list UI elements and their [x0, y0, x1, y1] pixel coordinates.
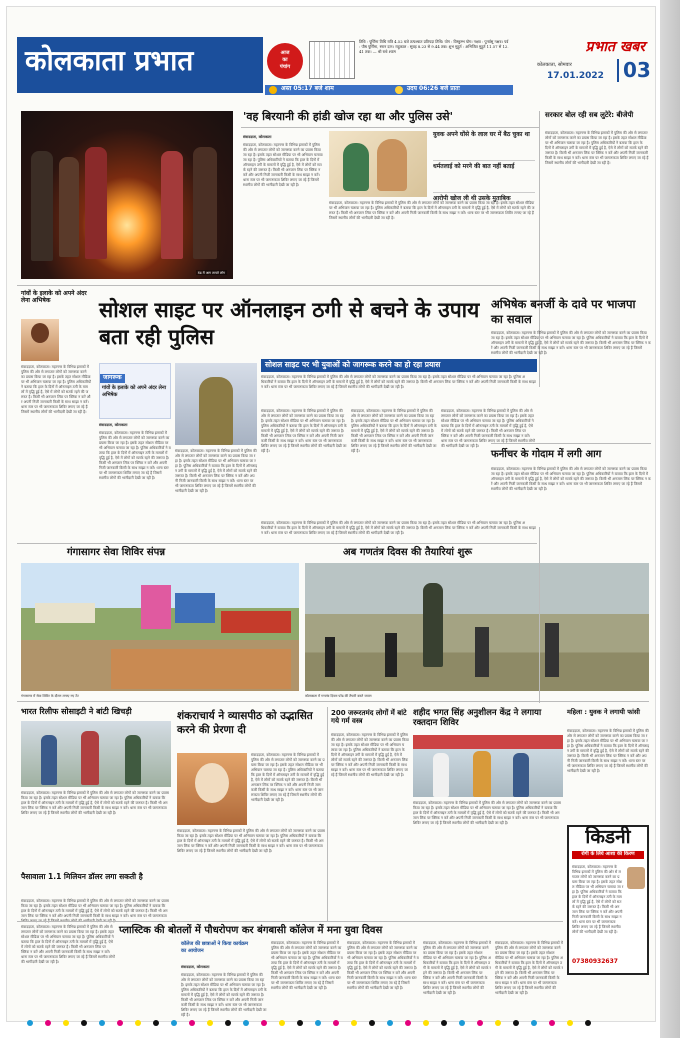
sunset-icon	[269, 86, 277, 94]
equipment-stand	[475, 627, 489, 677]
headline-right-top: सरकार बोल रही सब लुटेरे: बीजेपी	[545, 111, 634, 119]
person-figure	[513, 753, 529, 797]
portrait-abhishek	[21, 319, 59, 361]
body-text: संवाददाता, कोलकाता। महानगर के विभिन्न इलाकों में पुलिस की ओर से लगातार लोगों को जागरूक करने का प्रयास किया जा रहा है। इसके तहत सोशल मीडिया पर भी अभियान चलाया जा रहा है। पुलिस अधिकारियों ने बताया कि हाल के दिनों में ऑनलाइन ठगी के मामलों में वृद्धि हुई है, ऐसे में लोगों को सतर्क रहने की जरूरत है। किसी भी अनजान लिंक पर क्लिक न करें और अपनी निजी जानकारी किसी के साथ साझा न करें। थाना स्तर पर भी जागरूकता शिविर लगाए जा रहे हैं जिसमें स्थानीय लोगों की भागीदारी देखी जा रही है।	[177, 829, 325, 853]
body-text: संवाददाता, कोलकाता। महानगर के विभिन्न इलाकों में पुलिस की ओर से लगातार लोगों को जागरूक करने का प्रयास किया जा रहा है। इसके तहत सोशल मीडिया पर भी अभियान चलाया जा रहा है। पुलिस अधिकारियों ने बताया कि हाल के दिनों में ऑनलाइन ठगी के मामलों में वृद्धि हुई है, ऐसे में लोगों को सतर्क रहने की जरूरत है। किसी भी अनजान लिंक पर क्लिक न करें और अपनी निजी जानकारी किसी के साथ साझा न करें। थाना स्तर पर भी जागरूकता शिविर लगाए जा रहे हैं जिसमें स्थानीय लोगों की भागीदारी देखी जा रही है।	[243, 143, 323, 187]
photo-caption: गंगासागर में सेवा शिविर के दौरान लगाए गए टेंट	[21, 694, 79, 698]
person-silhouette	[161, 151, 183, 259]
headline-abhishek: अभिषेक बनर्जी के दावे पर भाजपा का सवाल	[491, 297, 636, 326]
sunrise-time: उदय 06:26 बजे प्रातः	[407, 85, 460, 92]
body-text: संवाददाता, कोलकाता। महानगर के विभिन्न इलाकों में पुलिस की ओर से लगातार लोगों को जागरूक करने का प्रयास किया जा रहा है। इसके तहत सोशल मीडिया पर भी अभियान चलाया जा रहा है। पुलिस अधिकारियों ने बताया कि हाल के दिनों में ऑनलाइन ठगी के मामलों में वृद्धि हुई है, ऐसे में लोगों को सतर्क रहने की जरूरत है। किसी भी अनजान लिंक पर क्लिक न करें और अपनी निजी जानकारी किसी के साथ साझा न करें। थाना स्तर पर भी जागरूकता शिविर लगाए जा रहे हैं जिसमें स्थानीय लोगों की भागीदारी देखी जा रही है।	[441, 409, 535, 448]
issue-date: 17.01.2022	[547, 71, 604, 81]
subheadline: सोशल साइट पर भी युवाओं को जागरूक करने का हो रहा प्रयास	[261, 359, 537, 372]
headline-200: 200 जरूरतमंद लोगों में बांटे गये गर्म वस्त्र	[331, 709, 407, 726]
ad-body: संवाददाता, कोलकाता। महानगर के विभिन्न इलाकों में पुलिस की ओर से लगातार लोगों को जागरूक करने का प्रयास किया जा रहा है। इसके तहत सोशल मीडिया पर भी अभियान चलाया जा रहा है। पुलिस अधिकारियों ने बताया कि हाल के दिनों में ऑनलाइन ठगी के मामलों में वृद्धि हुई है, ऐसे में लोगों को सतर्क रहने की जरूरत है। किसी भी अनजान लिंक पर क्लिक न करें और अपनी निजी जानकारी किसी के साथ साझा न करें। थाना स्तर पर भी जागरूकता शिविर लगाए जा रहे हैं जिसमें स्थानीय लोगों की भागीदारी देखी जा रही है।	[572, 865, 624, 934]
body-text: संवाददाता, कोलकाता। महानगर के विभिन्न इलाकों में पुलिस की ओर से लगातार लोगों को जागरूक करने का प्रयास किया जा रहा है। इसके तहत सोशल मीडिया पर भी अभियान चलाया जा रहा है। पुलिस अधिकारियों ने बताया कि हाल के दिनों में ऑनलाइन ठगी के मामलों में वृद्धि हुई है, ऐसे में लोगों को सतर्क रहने की जरूरत है। किसी भी अनजान लिंक पर क्लिक न करें और अपनी निजी जानकारी किसी के साथ साझा न करें। थाना स्तर पर भी जागरूकता शिविर लगाए जा रहे हैं जिसमें स्थानीय लोगों की भागीदारी देखी जा रही है।	[331, 733, 409, 777]
color-registration-dots	[27, 1011, 647, 1019]
page-number: 03	[617, 59, 651, 82]
body-text: संवाददाता, कोलकाता। महानगर के विभिन्न इलाकों में पुलिस की ओर से लगातार लोगों को जागरूक करने का प्रयास किया जा रहा है। इसके तहत सोशल मीडिया पर भी अभियान चलाया जा रहा है। पुलिस अधिकारियों ने बताया कि हाल के दिनों में ऑनलाइन ठगी के मामलों में वृद्धि हुई है, ऐसे में लोगों को सतर्क रहने की जरूरत है। किसी भी अनजान लिंक पर क्लिक न करें और अपनी निजी जानकारी किसी के साथ साझा न करें। थाना स्तर पर भी जागरूकता शिविर लगाए जा रहे हैं जिसमें स्थानीय लोगों की भागीदारी देखी जा रही है।	[413, 801, 561, 825]
newspaper-page	[6, 6, 656, 1022]
photo-police-officer	[175, 363, 257, 445]
bullet-item: युवक अपने घोंसे के लाल घर में बैठ चुका था	[433, 131, 535, 161]
headline-cricket: भारत रिलीफ सोसाइटी ने बांटी खिचड़ी	[21, 707, 132, 716]
headline-fire: फर्नीचर के गोदाम में लगी आग	[491, 449, 602, 460]
person-figure	[81, 731, 99, 785]
headline-photo-story: अब गणतंत्र दिवस की तैयारियां शुरू	[343, 547, 473, 558]
panchang-badge: आज का पंचांग	[267, 43, 303, 79]
person-silhouette	[193, 147, 217, 259]
sun-times-bar	[265, 85, 513, 95]
body-text: संवाददाता, कोलकाता। महानगर के विभिन्न इलाकों में पुलिस की ओर से लगातार लोगों को जागरूक करने का प्रयास किया जा रहा है। इसके तहत सोशल मीडिया पर भी अभियान चलाया जा रहा है। पुलिस अधिकारियों ने बताया कि हाल के दिनों में ऑनलाइन ठगी के मामलों में वृद्धि हुई है, ऐसे में लोगों को सतर्क रहने की जरूरत है। किसी भी अनजान लिंक पर क्लिक न करें और अपनी निजी जानकारी किसी के साथ साझा न करें। थाना स्तर पर भी जागरूकता शिविर लगाए जा रहे हैं जिसमें स्थानीय लोगों की भागीदारी देखी जा रही है।	[99, 431, 171, 480]
scan-edge	[660, 0, 680, 1038]
officer-figure	[199, 377, 233, 445]
headline-photo-story: गंगासागर सेवा शिविर संपन्न	[67, 547, 166, 558]
body-text: संवाददाता, कोलकाता। महानगर के विभिन्न इलाकों में पुलिस की ओर से लगातार लोगों को जागरूक करने का प्रयास किया जा रहा है। इसके तहत सोशल मीडिया पर भी अभियान चलाया जा रहा है। पुलिस अधिकारियों ने बताया कि हाल के दिनों में ऑनलाइन ठगी के मामलों में वृद्धि हुई है, ऐसे में लोगों को सतर्क रहने की जरूरत है। किसी भी अनजान लिंक पर क्लिक न करें और अपनी निजी जानकारी किसी के साथ साझा न करें। थाना स्तर पर भी जागरूकता शिविर लगाए जा रहे हैं जिसमें स्थानीय लोगों की भागीदारी देखी जा रही है।	[261, 375, 536, 389]
photo-caption: ठंड में आग तापते लोग	[197, 271, 225, 275]
person-figure	[125, 735, 141, 785]
tent	[141, 585, 171, 629]
person-figure	[41, 735, 57, 785]
city-date-label: कोलकाता, सोमवार	[537, 62, 572, 68]
photo-gangasagar-camp	[21, 563, 299, 691]
body-text: संवाददाता, कोलकाता। महानगर के विभिन्न इलाकों में पुलिस की ओर से लगातार लोगों को जागरूक करने का प्रयास किया जा रहा है। इसके तहत सोशल मीडिया पर भी अभियान चलाया जा रहा है। पुलिस अधिकारियों ने बताया कि हाल के दिनों में ऑनलाइन ठगी के मामलों में वृद्धि हुई है, ऐसे में लोगों को सतर्क रहने की जरूरत है। किसी भी अनजान लिंक पर क्लिक न करें और अपनी निजी जानकारी किसी के साथ साझा न करें। थाना स्तर पर भी जागरूकता शिविर लगाए जा रहे हैं जिसमें स्थानीय लोगों की भागीदारी देखी जा रही है।	[261, 521, 536, 535]
body-text: संवाददाता, कोलकाता। महानगर के विभिन्न इलाकों में पुलिस की ओर से लगातार लोगों को जागरूक करने का प्रयास किया जा रहा है। इसके तहत सोशल मीडिया पर भी अभियान चलाया जा रहा है। पुलिस अधिकारियों ने बताया कि हाल के दिनों में ऑनलाइन ठगी के मामलों में वृद्धि हुई है, ऐसे में लोगों को सतर्क रहने की जरूरत है। किसी भी अनजान लिंक पर क्लिक न करें और अपनी निजी जानकारी किसी के साथ साझा न करें। थाना स्तर पर भी जागरूकता शिविर लगाए जा रहे हैं जिसमें स्थानीय लोगों की भागीदारी देखी जा रही है।	[491, 467, 651, 491]
body-text: संवाददाता, कोलकाता। महानगर के विभिन्न इलाकों में पुलिस की ओर से लगातार लोगों को जागरूक करने का प्रयास किया जा रहा है। इसके तहत सोशल मीडिया पर भी अभियान चलाया जा रहा है। पुलिस अधिकारियों ने बताया कि हाल के दिनों में ऑनलाइन ठगी के मामलों में वृद्धि हुई है, ऐसे में लोगों को सतर्क रहने की जरूरत है। किसी भी अनजान लिंक पर क्लिक न करें और अपनी निजी जानकारी किसी के साथ साझा न करें। थाना स्तर पर भी जागरूकता शिविर लगाए जा रहे हैं जिसमें स्थानीय लोगों की भागीदारी देखी जा रही है।	[261, 409, 347, 453]
body-text: संवाददाता, कोलकाता। महानगर के विभिन्न इलाकों में पुलिस की ओर से लगातार लोगों को जागरूक करने का प्रयास किया जा रहा है। इसके तहत सोशल मीडिया पर भी अभियान चलाया जा रहा है। पुलिस अधिकारियों ने बताया कि हाल के दिनों में ऑनलाइन ठगी के मामलों में वृद्धि हुई है, ऐसे में लोगों को सतर्क रहने की जरूरत है। किसी भी अनजान लिंक पर क्लिक न करें और अपनी निजी जानकारी किसी के साथ साझा न करें। थाना स्तर पर भी जागरूकता शिविर लगाए जा रहे हैं जिसमें स्थानीय लोगों की भागीदारी देखी जा रही है।	[21, 791, 169, 815]
banner	[413, 735, 563, 749]
kicker: गांवों के इलाके को अपने अंदर लेना अभिषेक	[21, 290, 87, 304]
body-text: संवाददाता, कोलकाता। महानगर के विभिन्न इलाकों में पुलिस की ओर से लगातार लोगों को जागरूक करने का प्रयास किया जा रहा है। इसके तहत सोशल मीडिया पर भी अभियान चलाया जा रहा है। पुलिस अधिकारियों ने बताया कि हाल के दिनों में ऑनलाइन ठगी के मामलों में वृद्धि हुई है, ऐसे में लोगों को सतर्क रहने की जरूरत है। किसी भी अनजान लिंक पर क्लिक न करें और अपनी निजी जानकारी किसी के साथ साझा न करें। थाना स्तर पर भी जागरूकता शिविर लगाए जा रहे हैं जिसमें स्थानीय लोगों की भागीदारी देखी जा रही है।	[329, 201, 535, 220]
bullet-list	[181, 941, 267, 965]
headline-biryani: 'वह बिरयानी की हांडी खोज रहा था और पुलिस उसे'	[243, 110, 453, 123]
photo-bonfire	[21, 111, 233, 279]
equipment-stand	[385, 633, 397, 677]
body-text: संवाददाता, कोलकाता। महानगर के विभिन्न इलाकों में पुलिस की ओर से लगातार लोगों को जागरूक करने का प्रयास किया जा रहा है। इसके तहत सोशल मीडिया पर भी अभियान चलाया जा रहा है। पुलिस अधिकारियों ने बताया कि हाल के दिनों में ऑनलाइन ठगी के मामलों में वृद्धि हुई है, ऐसे में लोगों को सतर्क रहने की जरूरत है। किसी भी अनजान लिंक पर क्लिक न करें और अपनी निजी जानकारी किसी के साथ साझा न करें। थाना स्तर पर भी जागरूकता शिविर लगाए जा रहे हैं जिसमें स्थानीय लोगों की भागीदारी देखी जा रही है।	[251, 753, 325, 802]
headline-right-col: महिला : युवक ने लगायी फांसी	[567, 708, 640, 716]
body-text: संवाददाता, कोलकाता। महानगर के विभिन्न इलाकों में पुलिस की ओर से लगातार लोगों को जागरूक करने का प्रयास किया जा रहा है। इसके तहत सोशल मीडिया पर भी अभियान चलाया जा रहा है। पुलिस अधिकारियों ने बताया कि हाल के दिनों में ऑनलाइन ठगी के मामलों में वृद्धि हुई है, ऐसे में लोगों को सतर्क रहने की जरूरत है। किसी भी अनजान लिंक पर क्लिक न करें और अपनी निजी जानकारी किसी के साथ साझा न करें। थाना स्तर पर भी जागरूकता शिविर लगाए जा रहे हैं जिसमें स्थानीय लोगों की भागीदारी देखी जा रही है।	[347, 941, 419, 990]
body-text: संवाददाता, कोलकाता। महानगर के विभिन्न इलाकों में पुलिस की ओर से लगातार लोगों को जागरूक करने का प्रयास किया जा रहा है। इसके तहत सोशल मीडिया पर भी अभियान चलाया जा रहा है। पुलिस अधिकारियों ने बताया कि हाल के दिनों में ऑनलाइन ठगी के मामलों में वृद्धि हुई है, ऐसे में लोगों को सतर्क रहने की जरूरत है। किसी भी अनजान लिंक पर क्लिक न करें और अपनी निजी जानकारी किसी के साथ साझा न करें। थाना स्तर पर भी जागरूकता शिविर लगाए जा रहे हैं जिसमें स्थानीय लोगों की भागीदारी देखी जा रही है।	[175, 449, 257, 493]
ad-kidney[interactable]	[567, 825, 649, 975]
tent	[35, 603, 95, 623]
sidebar-label: जागरूक	[100, 374, 125, 383]
body-text: संवाददाता, कोलकाता। महानगर के विभिन्न इलाकों में पुलिस की ओर से लगातार लोगों को जागरूक करने का प्रयास किया जा रहा है। इसके तहत सोशल मीडिया पर भी अभियान चलाया जा रहा है। पुलिस अधिकारियों ने बताया कि हाल के दिनों में ऑनलाइन ठगी के मामलों में वृद्धि हुई है, ऐसे में लोगों को सतर्क रहने की जरूरत है। किसी भी अनजान लिंक पर क्लिक न करें और अपनी निजी जानकारी किसी के साथ साझा न करें। थाना स्तर पर भी जागरूकता शिविर लगाए जा रहे हैं जिसमें स्थानीय लोगों की भागीदारी देखी जा रही है।	[495, 941, 563, 995]
masthead-title-block	[17, 37, 263, 93]
photo-republic-day	[305, 563, 649, 691]
equipment-stand	[545, 623, 559, 677]
body-text: संवाददाता, कोलकाता। महानगर के विभिन्न इलाकों में पुलिस की ओर से लगातार लोगों को जागरूक करने का प्रयास किया जा रहा है। इसके तहत सोशल मीडिया पर भी अभियान चलाया जा रहा है। पुलिस अधिकारियों ने बताया कि हाल के दिनों में ऑनलाइन ठगी के मामलों में वृद्धि हुई है, ऐसे में लोगों को सतर्क रहने की जरूरत है। किसी भी अनजान लिंक पर क्लिक न करें और अपनी निजी जानकारी किसी के साथ साझा न करें। थाना स्तर पर भी जागरूकता शिविर लगाए जा रहे हैं जिसमें स्थानीय लोगों की भागीदारी देखी जा रही है।	[351, 409, 437, 453]
body-text: संवाददाता, कोलकाता। महानगर के विभिन्न इलाकों में पुलिस की ओर से लगातार लोगों को जागरूक करने का प्रयास किया जा रहा है। इसके तहत सोशल मीडिया पर भी अभियान चलाया जा रहा है। पुलिस अधिकारियों ने बताया कि हाल के दिनों में ऑनलाइन ठगी के मामलों में वृद्धि हुई है, ऐसे में लोगों को सतर्क रहने की जरूरत है। किसी भी अनजान लिंक पर क्लिक न करें और अपनी निजी जानकारी किसी के साथ साझा न करें। थाना स्तर पर भी जागरूकता	[21, 899, 169, 918]
body-text: संवाददाता, कोलकाता। महानगर के विभिन्न इलाकों में पुलिस की ओर से लगातार लोगों को जागरूक करने का प्रयास किया जा रहा है। इसके तहत सोशल मीडिया पर भी अभियान चलाया जा रहा है। पुलिस अधिकारियों ने बताया कि हाल के दिनों में ऑनलाइन ठगी के मामलों में वृद्धि हुई है, ऐसे में लोगों को सतर्क रहने की जरूरत है। किसी भी अनजान लिंक पर क्लिक न करें और अपनी निजी जानकारी किसी के साथ साझा न करें। थाना स्तर पर भी जागरूकता शिविर लगाए जा रहे हैं जिसमें स्थानीय लोगों की भागीदारी देखी जा रही है।	[21, 925, 115, 964]
panchang-grid-icon	[309, 41, 355, 79]
person-figure	[473, 751, 491, 797]
ad-line: रोगी के लिये आशा की किरण	[572, 851, 644, 859]
body-text: संवाददाता, कोलकाता। महानगर के विभिन्न इलाकों में पुलिस की ओर से लगातार लोगों को जागरूक करने का प्रयास किया जा रहा है। इसके तहत सोशल मीडिया पर भी अभियान चलाया जा रहा है। पुलिस अधिकारियों ने बताया कि हाल के दिनों में ऑनलाइन ठगी के मामलों में वृद्धि हुई है, ऐसे में लोगों को सतर्क रहने की जरूरत है। किसी भी अनजान लिंक पर क्लिक न करें और अपनी निजी जानकारी किसी के साथ साझा न करें। थाना स्तर पर भी जागरूकता शिविर लगाए जा रहे हैं जिसमें स्थानीय लोगों की भागीदारी देखी जा रही है।	[567, 729, 649, 773]
sunset-time: अस्त 05:17 बजे शाम	[281, 85, 334, 92]
body-text: संवाददाता, कोलकाता। महानगर के विभिन्न इलाकों में पुलिस की ओर से लगातार लोगों को जागरूक करने का प्रयास किया जा रहा है। इसके तहत सोशल मीडिया पर भी अभियान चलाया जा रहा है। पुलिस अधिकारियों ने बताया कि हाल के दिनों में ऑनलाइन ठगी के मामलों में वृद्धि हुई है, ऐसे में लोगों को सतर्क रहने की जरूरत है। किसी भी अनजान लिंक पर क्लिक न करें और अपनी निजी जानकारी किसी के साथ साझा न करें। थाना स्तर पर भी जागरूकता शिविर लगाए जा रहे हैं जिसमें स्थानीय लोगों की भागीदारी देखी जा रही है।	[491, 331, 651, 355]
bullet-item: का आयोजन	[181, 948, 204, 954]
cartoon-figure	[377, 139, 407, 191]
ad-phone: 07380932637	[572, 958, 618, 965]
sidebar-box	[99, 363, 171, 419]
person-silhouette	[59, 157, 79, 257]
sidebar-text: गांवों के इलाके को अपने अंदर लेना अभिषेक	[102, 385, 167, 398]
body-text: संवाददाता, कोलकाता। महानगर के विभिन्न इलाकों में पुलिस की ओर से लगातार लोगों को जागरूक करने का प्रयास किया जा रहा है। इसके तहत सोशल मीडिया पर भी अभियान चलाया जा रहा है। पुलिस अधिकारियों ने बताया कि हाल के दिनों में ऑनलाइन ठगी के मामलों में वृद्धि हुई है, ऐसे में लोगों को सतर्क रहने की जरूरत है। किसी भी अनजान लिंक पर क्लिक न करें और अपनी निजी जानकारी किसी के साथ साझा न करें। थाना स्तर पर भी जागरूकता शिविर लगाए जा रहे हैं जिसमें स्थानीय लोगों की भागीदारी देखी जा रही है।	[545, 131, 649, 165]
headline-main: सोशल साइट पर ऑनलाइन ठगी से बचने के उपाय बता रही पुलिस	[99, 298, 480, 349]
headline-shankaracharya: शंकराचार्य ने व्यासपीठ को उद्भासित करने की प्रेरणा दी	[177, 710, 313, 736]
person-silhouette	[85, 147, 107, 259]
cartoon-figure	[343, 143, 369, 191]
body-text: संवाददाता, कोलकाता। महानगर के विभिन्न इलाकों में पुलिस की ओर से लगातार लोगों को जागरूक करने का प्रयास किया जा रहा है। इसके तहत सोशल मीडिया पर भी अभियान चलाया जा रहा है। पुलिस अधिकारियों ने बताया कि हाल के दिनों में ऑनलाइन ठगी के मामलों में वृद्धि हुई है, ऐसे में लोगों को सतर्क रहने की जरूरत है। किसी भी अनजान लिंक पर क्लिक न करें और अपनी निजी जानकारी किसी के साथ साझा न करें। थाना स्तर पर भी जागरूकता शिविर लगाए जा रहे हैं जिसमें स्थानीय लोगों की भागीदारी देखी जा रही है।	[181, 973, 267, 1017]
photo-blood-donation	[413, 735, 563, 797]
portrait-head	[31, 323, 49, 343]
masthead	[17, 37, 651, 103]
photo-shankaracharya	[177, 753, 247, 825]
equipment-stand	[325, 637, 335, 677]
dateline: संवाददाता, कोलकाता	[181, 965, 210, 969]
brand-logo: प्रभात खबर	[585, 39, 645, 55]
bullet-item: धर्मतलाई को मरने की बात नहीं बताई	[433, 163, 535, 193]
sunrise-icon	[395, 86, 403, 94]
headline-plastic: प्लास्टिक की बोतलों में पौधरोपण कर बंगबासी कॉलेज में मना युवा दिवस	[119, 925, 383, 936]
photo-relief-distribution	[21, 721, 171, 787]
tent	[175, 593, 215, 623]
panchang-text: तिथि : पूर्णिमा तिथि रात्रि 4.52 बजे तत्पश्चात प्रतिपदा तिथि। योग : विष्कुम्भ योग। नक्षत्र : पुनर्वसु नक्षत्र। पर्व : पौष पूर्णिमा, स्नान दान। राहुकाल : सुबह 8.23 से 9.44 तक। शुभ मुहूर्त : अभिजित मुहूर्त 11.57 से 12.41 तक। — श्री राधे श्याम	[359, 39, 509, 54]
tent	[221, 611, 291, 633]
cartoon-illustration	[329, 131, 427, 197]
body-text: संवाददाता, कोलकाता। महानगर के विभिन्न इलाकों में पुलिस की ओर से लगातार लोगों को जागरूक करने का प्रयास किया जा रहा है। इसके तहत सोशल मीडिया पर भी अभियान चलाया जा रहा है। पुलिस अधिकारियों ने बताया कि हाल के दिनों में ऑनलाइन ठगी के मामलों में वृद्धि हुई है, ऐसे में लोगों को सतर्क रहने की जरूरत है। किसी भी अनजान लिंक पर क्लिक न करें और अपनी निजी जानकारी किसी के साथ साझा न करें। थाना स्तर पर भी जागरूकता शिविर लगाए जा रहे हैं जिसमें स्थानीय लोगों की भागीदारी देखी जा रही है।	[423, 941, 491, 995]
page-title: कोलकाता प्रभात	[25, 44, 194, 77]
bullet-item: आरोपी खोज ली थी उसके मुताबिक	[433, 195, 511, 202]
person-silhouette	[31, 151, 53, 261]
dateline: संवाददाता, कोलकाता	[99, 423, 128, 427]
body-text: संवाददाता, कोलकाता। महानगर के विभिन्न इलाकों में पुलिस की ओर से लगातार लोगों को जागरूक करने का प्रयास किया जा रहा है। इसके तहत सोशल मीडिया पर भी अभियान चलाया जा रहा है। पुलिस अधिकारियों ने बताया कि हाल के दिनों में ऑनलाइन ठगी के मामलों में वृद्धि हुई है, ऐसे में लोगों को सतर्क रहने की जरूरत है। किसी भी अनजान लिंक पर क्लिक न करें और अपनी निजी जानकारी किसी के साथ साझा न करें। थाना स्तर पर भी जागरूकता शिविर लगाए जा रहे हैं जिसमें स्थानीय लोगों की भागीदारी देखी जा रही है।	[21, 365, 91, 414]
bullet-item: कॉलेज की छात्राओं ने किया कार्यक्रम	[181, 941, 249, 947]
ad-photo	[627, 867, 645, 889]
body-text: संवाददाता, कोलकाता। महानगर के विभिन्न इलाकों में पुलिस की ओर से लगातार लोगों को जागरूक करने का प्रयास किया जा रहा है। इसके तहत सोशल मीडिया पर भी अभियान चलाया जा रहा है। पुलिस अधिकारियों ने बताया कि हाल के दिनों में ऑनलाइन ठगी के मामलों में वृद्धि हुई है, ऐसे में लोगों को सतर्क रहने की जरूरत है। किसी भी अनजान लिंक पर क्लिक न करें और अपनी निजी जानकारी किसी के साथ साझा न करें। थाना स्तर पर भी जागरूकता शिविर लगाए जा रहे हैं जिसमें स्थानीय लोगों की भागीदारी देखी जा रही है।	[271, 941, 343, 990]
ad-title: किडनी	[585, 826, 631, 848]
dateline: संवाददाता, कोलकाता	[243, 135, 272, 139]
person-figure	[433, 753, 449, 797]
headline-pillar: पैसावाला 1.1 मिलियन डॉलर लगा सकती है	[21, 872, 143, 881]
ground-area	[111, 649, 291, 689]
photo-caption: कोलकाता में गणतंत्र दिवस परेड की तैयारी करते जवान	[305, 694, 372, 698]
headline-bhagat: शहीद भगत सिंह अनुशीलन केंद्र ने लगाया रक्तदान शिविर	[413, 708, 542, 728]
officer-figure	[423, 583, 443, 667]
portrait-head	[195, 763, 229, 803]
